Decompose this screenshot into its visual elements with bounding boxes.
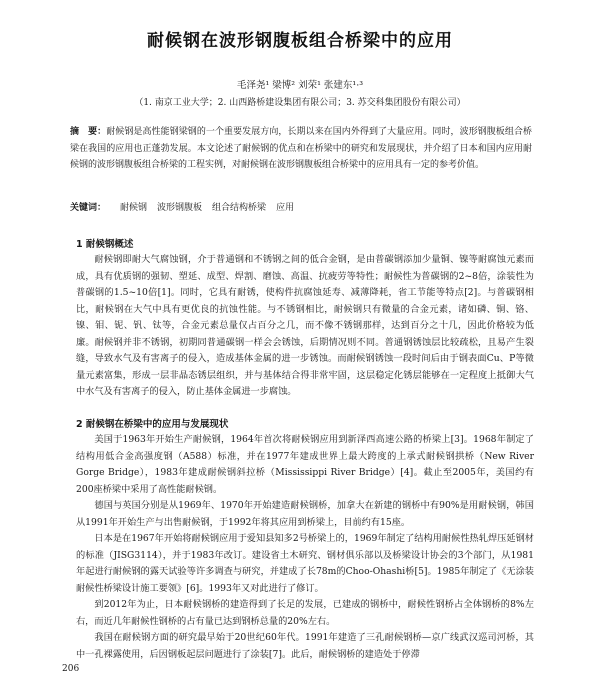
body-paragraph: 德国与英国分别是从1969年、1970年开始建造耐候钢桥，加拿大在新建的钢桥中有90%是用耐候钢，韩国从1991年开始生产与出售耐候钢，于1992年将其应用到桥梁上，目前约有15座。	[76, 500, 534, 528]
body-paragraph: 到2012年为止，日本耐候钢桥的建造得到了长足的发展，已建成的钢桥中，耐候性钢桥占全体钢桥的8%左右，而近几年耐候性钢桥的占有量已达到钢桥总量的20%左右。	[76, 599, 534, 627]
section-heading: 1 耐候钢概述	[76, 239, 134, 250]
keyword: 波形钢腹板	[157, 203, 203, 213]
body-paragraph: 我国在耐候钢方面的研究最早始于20世纪60年代。1991年建造了三孔耐候钢桥—京广线武汉巡司河桥，其中一孔裸露使用，后因钢板起层问题进行了涂装[7]。此后，耐候钢桥的建造处于停滞	[76, 632, 534, 660]
abstract-text: 耐候钢是高性能钢梁钢的一个重要发展方向，长期以来在国内外得到了大量应用。同时，波形钢腹板组合桥梁在我国的应用也正蓬勃发展。本文论述了耐候钢的优点和在桥梁中的研究和发展现状，并介绍了日本和国内应用耐候钢的波形钢腹板组合桥梁的工程实例，对耐候钢在波形钢腹板组合桥梁中的应用具有一定的参考价值。	[70, 127, 532, 171]
section-heading: 2 耐候钢在桥梁中的应用与发展现状	[76, 419, 229, 430]
keywords-label: 关键词：	[70, 203, 107, 213]
author-list: 毛泽尧¹ 梁博² 刘荣¹ 张建东¹·³	[236, 80, 364, 91]
keyword: 耐候钢	[120, 203, 148, 213]
abstract	[70, 124, 532, 174]
affiliation-list: （1. 南京工业大学；2. 山西路桥建设集团有限公司；3. 苏交科集团股份有限公司）	[134, 98, 466, 108]
keyword: 应用	[276, 203, 295, 213]
abstract-label: 摘 要：	[70, 127, 107, 137]
paper-title: 耐候钢在波形钢腹板组合桥梁中的应用	[147, 31, 453, 51]
body-paragraph: 日本是在1967年开始将耐候钢应用于爱知县知多2号桥梁上的，1969年制定了结构用耐候性热轧焊压延钢材的标准（JISG3114），并于1983年改订。建设省土木研究、钢材俱乐部以及桥梁设计协会的3个部门，从1981年起进行耐候钢的露天试验等许多调查与研究，并建成了长78m的Choo-Ohashi桥[5]。1985年制定了《无涂装耐候性桥梁设计施工要领》[6]。1993年又对此进行了修订。	[76, 533, 534, 594]
keywords	[70, 200, 532, 213]
keyword: 组合结构桥梁	[212, 203, 267, 213]
body-paragraph: 美国于1963年开始生产耐候钢，1964年首次将耐候钢应用到新泽西高速公路的桥梁上[3]。1968年制定了结构用低合金高强度钢（A588）标准，并在1977年建成世界上最大跨度的上承式耐候钢拱桥（New River Gorge Bridge），1983年建成耐候钢斜拉桥（Mississippi River Bridge）[4]。截止至2005年，美国约有200座桥梁中采用了高性能耐候钢。	[76, 434, 534, 495]
page-number: 206	[62, 664, 80, 674]
body-paragraph: 耐候钢即耐大气腐蚀钢，介于普通钢和不锈钢之间的低合金钢，是由普碳钢添加少量铜、镍等耐腐蚀元素而成，具有优质钢的强韧、塑延、成型、焊割、磨蚀、高温、抗疲劳等特性；耐候性为普碳钢的2~8倍，涂装性为普碳钢的1.5~10倍[1]。同时，它具有耐锈，使构件抗腐蚀延寿、减薄降耗，省工节能等特点[2]。与普碳钢相比，耐候钢在大气中具有更优良的抗蚀性能。与不锈钢相比，耐候钢只有微量的合金元素，诸如磷、铜、铬、镍、钼、铌、钒、钛等，合金元素总量仅占百分之几，而不像不锈钢那样，达到百分之十几，因此价格较为低廉。耐候钢并非不锈钢，初期同普通碳钢一样会会锈蚀，后期情况则不同。普通钢锈蚀层比较疏松，且易产生裂缝，导致水气及有害离子的侵入，造成基体金属的进一步锈蚀。而耐候钢锈蚀一段时间后由于钢表面Cu、P等微量元素富集，形成一层非晶态锈层组织，并与基体结合得非常牢固，这层稳定化锈层能够在一定程度上抵御大气中水气及有害离子的侵入，防止基体金属进一步腐蚀。	[76, 254, 534, 397]
